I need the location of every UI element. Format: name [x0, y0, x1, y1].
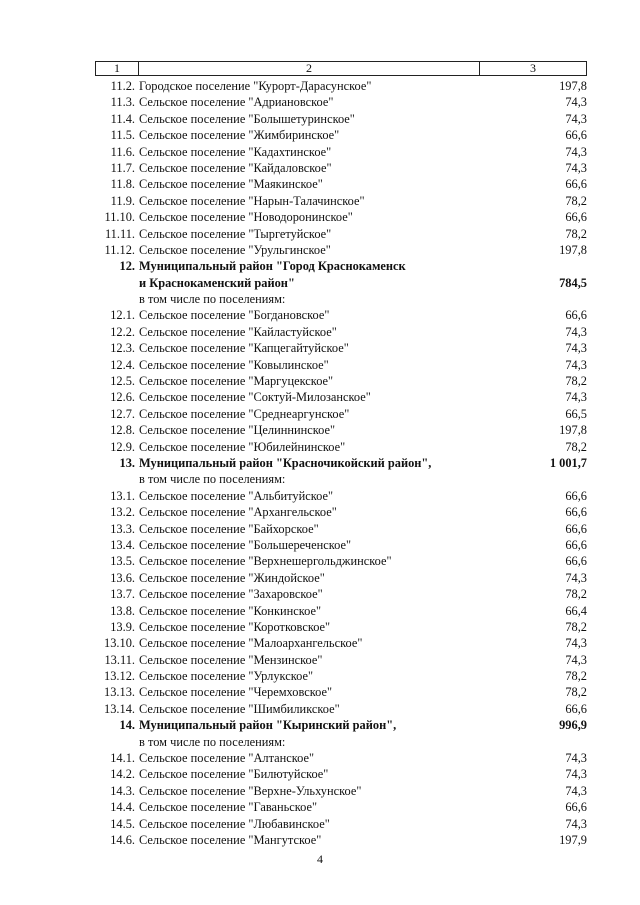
row-name: Сельское поселение "Урульгинское"	[139, 242, 331, 257]
row-value: 74,3	[565, 816, 587, 831]
row-name: Сельское поселение "Жиндойское"	[139, 570, 325, 585]
row-number: 13.10.	[104, 636, 135, 651]
table-row	[95, 603, 587, 619]
row-number: 12.6.	[110, 390, 135, 405]
row-value: 74,3	[565, 767, 587, 782]
row-number: 12.3.	[110, 341, 135, 356]
row-name: Сельское поселение "Гаваньское"	[139, 800, 318, 815]
row-number: 14.	[119, 718, 135, 733]
row-value: 784,5	[559, 275, 587, 290]
table-row	[95, 832, 587, 848]
row-value: 74,3	[565, 111, 587, 126]
row-value: 78,2	[565, 669, 587, 684]
table-row	[95, 209, 587, 225]
row-name: Сельское поселение "Альбитуйское"	[139, 488, 334, 503]
row-name: Сельское поселение "Нарын-Талачинское"	[139, 193, 365, 208]
row-number: 13.9.	[110, 619, 135, 634]
row-number: 12.4.	[110, 357, 135, 372]
row-number	[95, 291, 139, 307]
table-row	[95, 357, 587, 373]
row-name: Сельское поселение "Кадахтинское"	[139, 144, 332, 159]
row-value: 78,2	[565, 685, 587, 700]
row-name: Сельское поселение "Большереченское"	[139, 537, 352, 552]
row-value: 66,6	[565, 554, 587, 569]
table-row	[95, 78, 587, 94]
row-number: 13.13.	[104, 685, 135, 700]
table-row	[95, 521, 587, 537]
table-row	[95, 504, 587, 520]
row-value: 197,8	[559, 242, 587, 257]
row-value: 66,6	[565, 488, 587, 503]
row-name: Сельское поселение "Ковылинское"	[139, 357, 329, 372]
table-row	[95, 373, 587, 389]
table-row	[95, 144, 587, 160]
row-number: 11.10.	[104, 210, 135, 225]
row-value: 74,3	[565, 144, 587, 159]
row-number: 11.5.	[110, 128, 135, 143]
row-name: Сельское поселение "Алтанское"	[139, 751, 315, 766]
row-number: 11.6.	[110, 144, 135, 159]
row-name: Сельское поселение "Жимбиринское"	[139, 128, 340, 143]
page-number: 4	[317, 852, 323, 866]
row-number: 11.2.	[110, 79, 135, 93]
row-number: 11.7.	[110, 160, 135, 175]
row-number: 13.8.	[110, 603, 135, 618]
row-name: Сельское поселение "Богдановское"	[139, 308, 330, 323]
table-row	[95, 439, 587, 455]
row-value	[507, 291, 587, 307]
row-number	[95, 734, 139, 750]
header-col-1: 1	[96, 62, 139, 75]
row-name: Сельское поселение "Целиннинское"	[139, 423, 336, 438]
row-name: в том числе по поселениям:	[139, 472, 286, 487]
row-value: 66,6	[565, 701, 587, 716]
row-number	[95, 471, 139, 487]
row-number: 12.	[119, 259, 135, 274]
table-row	[95, 537, 587, 553]
row-number: 12.7.	[110, 406, 135, 421]
table-header	[95, 61, 587, 76]
row-value: 74,3	[565, 570, 587, 585]
row-value: 78,2	[565, 193, 587, 208]
row-name: Сельское поселение "Малоархангельское"	[139, 636, 363, 651]
table-row	[95, 619, 587, 635]
table-row	[95, 455, 587, 471]
row-name: Сельское поселение "Любавинское"	[139, 816, 330, 831]
table-row	[95, 684, 587, 700]
row-value: 197,9	[559, 832, 587, 847]
row-name: Сельское поселение "Верхне-Ульхунское"	[139, 783, 362, 798]
row-name: Сельское поселение "Кайластуйское"	[139, 324, 337, 339]
row-number: 13.5.	[110, 554, 135, 569]
row-value: 74,3	[565, 751, 587, 766]
table-row	[95, 275, 587, 291]
row-name: Городское поселение "Курорт-Дарасунское"	[139, 79, 372, 93]
row-value: 66,6	[565, 128, 587, 143]
row-value: 78,2	[565, 226, 587, 241]
row-name: Сельское поселение "Черемховское"	[139, 685, 333, 700]
table-row	[95, 701, 587, 717]
row-value: 74,3	[565, 390, 587, 405]
header-col-3: 3	[530, 61, 536, 75]
row-value: 74,3	[565, 357, 587, 372]
row-value: 996,9	[559, 718, 587, 733]
row-name: Сельское поселение "Маргуцекское"	[139, 374, 334, 389]
row-value: 78,2	[565, 587, 587, 602]
table-row	[95, 570, 587, 586]
table-row	[95, 127, 587, 143]
row-number: 13.7.	[110, 587, 135, 602]
table-row	[95, 160, 587, 176]
row-name: Сельское поселение "Билютуйское"	[139, 767, 329, 782]
table-row	[95, 799, 587, 815]
row-name: Сельское поселение "Урлукское"	[139, 669, 314, 684]
row-number: 14.4.	[110, 800, 135, 815]
row-value: 66,6	[565, 537, 587, 552]
row-value: 78,2	[565, 439, 587, 454]
row-number: 12.5.	[110, 374, 135, 389]
table-row	[95, 553, 587, 569]
table-row	[95, 488, 587, 504]
table-row	[95, 750, 587, 766]
row-number: 11.3.	[110, 95, 135, 110]
row-value	[507, 734, 587, 750]
row-value: 66,5	[565, 406, 587, 421]
row-value: 197,8	[559, 423, 587, 438]
row-number: 14.2.	[110, 767, 135, 782]
table-row	[95, 307, 587, 323]
row-name: Муниципальный район "Город Краснокаменск	[139, 259, 406, 274]
row-number: 13.12.	[104, 669, 135, 684]
header-col-2: 2	[139, 62, 480, 75]
row-name: Сельское поселение "Юбилейнинское"	[139, 439, 346, 454]
table-row	[95, 586, 587, 602]
row-number: 14.5.	[110, 816, 135, 831]
row-value: 66,6	[565, 521, 587, 536]
table-row	[95, 176, 587, 192]
row-value: 74,3	[565, 341, 587, 356]
row-value: 66,6	[565, 505, 587, 520]
row-name: Сельское поселение "Архангельское"	[139, 505, 337, 520]
row-value: 74,3	[565, 783, 587, 798]
row-number: 12.9.	[110, 439, 135, 454]
table-row	[95, 111, 587, 127]
table-row	[95, 94, 587, 110]
row-value: 78,2	[565, 374, 587, 389]
row-name: в том числе по поселениям:	[139, 292, 286, 307]
row-number: 11.11.	[104, 226, 135, 241]
row-value: 66,4	[565, 603, 587, 618]
row-number: 13.	[119, 455, 135, 470]
row-name: Сельское поселение "Шимбиликское"	[139, 701, 340, 716]
row-number: 13.4.	[110, 537, 135, 552]
row-value	[507, 471, 587, 487]
table-row	[95, 717, 587, 733]
table-row	[95, 635, 587, 651]
row-value: 66,6	[565, 800, 587, 815]
table-row	[95, 193, 587, 209]
row-number: 14.1.	[110, 751, 135, 766]
table-row	[95, 258, 587, 274]
row-number: 12.2.	[110, 324, 135, 339]
row-name: Муниципальный район "Красночикойский район",	[139, 455, 432, 470]
row-number: 14.6.	[110, 832, 135, 847]
row-value: 74,3	[565, 160, 587, 175]
row-value	[507, 258, 587, 274]
row-name: Сельское поселение "Мензинское"	[139, 652, 323, 667]
row-name: Сельское поселение "Конкинское"	[139, 603, 322, 618]
table-row	[95, 734, 587, 750]
table-body	[95, 78, 587, 848]
row-number: 12.1.	[110, 308, 135, 323]
row-number: 14.3.	[110, 783, 135, 798]
row-name: Муниципальный район "Кыринский район",	[139, 718, 397, 733]
row-name: Сельское поселение "Болышетуринское"	[139, 111, 355, 126]
row-number: 13.6.	[110, 570, 135, 585]
table-row	[95, 652, 587, 668]
table-row	[95, 422, 587, 438]
table-row	[95, 816, 587, 832]
row-value: 74,3	[565, 324, 587, 339]
row-name: Сельское поселение "Капцегайтуйское"	[139, 341, 349, 356]
row-name: Сельское поселение "Соктуй-Милозанское"	[139, 390, 371, 405]
table-row	[95, 340, 587, 356]
row-name: Сельское поселение "Мангутское"	[139, 832, 322, 847]
row-value: 1 001,7	[549, 455, 587, 470]
row-name: Сельское поселение "Верхнешергольджинское"	[139, 554, 392, 569]
row-number: 12.8.	[110, 423, 135, 438]
row-name: Сельское поселение "Кайдаловское"	[139, 160, 332, 175]
row-number: 13.3.	[110, 521, 135, 536]
table-row	[95, 471, 587, 487]
row-value: 66,6	[565, 308, 587, 323]
table-row	[95, 389, 587, 405]
row-number: 13.2.	[110, 505, 135, 520]
row-value: 197,8	[559, 79, 587, 93]
table-row	[95, 291, 587, 307]
row-name: Сельское поселение "Адриановское"	[139, 95, 334, 110]
row-name: Сельское поселение "Коротковское"	[139, 619, 331, 634]
table-row	[95, 406, 587, 422]
row-value: 74,3	[565, 652, 587, 667]
row-value: 74,3	[565, 636, 587, 651]
row-name: Сельское поселение "Маякинское"	[139, 177, 323, 192]
table-row	[95, 766, 587, 782]
row-name: Сельское поселение "Захаровское"	[139, 587, 323, 602]
row-number: 11.4.	[110, 111, 135, 126]
table-row	[95, 242, 587, 258]
row-value: 74,3	[565, 95, 587, 110]
row-name: Сельское поселение "Тыргетуйское"	[139, 226, 332, 241]
table-row	[95, 226, 587, 242]
row-name: Сельское поселение "Байхорское"	[139, 521, 319, 536]
row-name: и Краснокаменский район"	[139, 275, 295, 290]
table-row	[95, 324, 587, 340]
row-number: 13.14.	[104, 701, 135, 716]
row-number: 13.11.	[104, 652, 135, 667]
row-number	[95, 275, 139, 291]
row-value: 66,6	[565, 210, 587, 225]
row-value: 78,2	[565, 619, 587, 634]
row-number: 11.8.	[110, 177, 135, 192]
row-number: 11.12.	[104, 242, 135, 257]
row-name: Сельское поселение "Среднеаргунское"	[139, 406, 350, 421]
row-name: Сельское поселение "Новодоронинское"	[139, 210, 353, 225]
table-row	[95, 783, 587, 799]
row-value: 66,6	[565, 177, 587, 192]
row-number: 13.1.	[110, 488, 135, 503]
row-number: 11.9.	[110, 193, 135, 208]
table-row	[95, 668, 587, 684]
row-name: в том числе по поселениям:	[139, 734, 286, 749]
